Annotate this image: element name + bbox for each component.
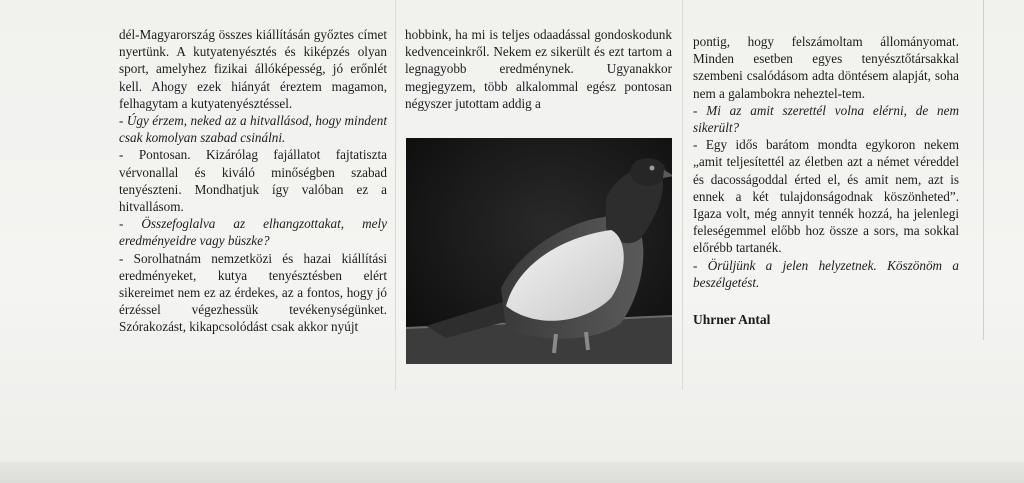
article-column-1 bbox=[119, 26, 387, 336]
page-edge bbox=[983, 0, 984, 340]
author-signature: Uhrner Antal bbox=[693, 312, 771, 328]
page-bottom-edge bbox=[0, 462, 1024, 483]
paragraph: - Sorolhatnám nemzetközi és hazai kiállítási eredményeket, kutya tenyésztésben elért sikereimet nem ez az érdekes, az a fontos, hogy jó érzéssel végezhessük tevékenységünket. Szórakozást, kikapcsolódást csak akkor nyújt bbox=[119, 250, 387, 335]
article-column-3 bbox=[693, 33, 959, 328]
paragraph: pontig, hogy felszámoltam állományomat. Minden esetben egyes tenyésztőtársakkal szembeni csalódásom adta döntésem alapját, soha nem a galambokra neheztel-tem. bbox=[693, 34, 959, 101]
paragraph: - Egy idős barátom mondta egykoron nekem „amit teljesítettél az életben azt a német véreddel és dacosságoddal érted el, és amit nem, azt is ennek a két tulajdonságodnak köszönheted”. Igaza volt, még annyit tennék hozzá, ha jelenlegi feleségemmel előbb hoz össze a sors, ma sokkal előrébb tartanék. bbox=[693, 137, 959, 256]
paragraph: dél-Magyarország összes kiállításán győztes címet nyertünk. A kutyatenyésztés és kiképzés olyan sport, amelyhez fizikai állóképesség, jó erőnlét kell. Ahogy ezek hiányát éreztem magamon, felhagytam a kutyatenyésztéssel. bbox=[119, 27, 387, 111]
column-divider bbox=[395, 0, 396, 390]
interview-question: - Úgy érzem, neked az a hitvallásod, hogy mindent csak komolyan szabad csinálni. bbox=[119, 113, 387, 146]
pigeon-photo bbox=[406, 138, 672, 364]
interview-question: - Mi az amit szerettél volna elérni, de nem sikerült? bbox=[693, 102, 959, 136]
interview-question: - Összefoglalva az elhangzottakat, mely eredményeidre vagy büszke? bbox=[119, 216, 387, 249]
column-divider bbox=[682, 0, 683, 390]
pigeon-image bbox=[406, 138, 672, 364]
paragraph: hobbink, ha mi is teljes odaadással gondoskodunk kedvenceinkről. Nekem ez sikerült és ezt tartom a legnagyobb eredménynek. Ugyanakkor megjegyzem, több alkalommal egész pontosan négyszer jutottam addig a bbox=[405, 27, 672, 111]
article-column-2 bbox=[405, 26, 672, 112]
interview-question: - Örüljünk a jelen helyzetnek. Köszönöm a beszélgetést. bbox=[693, 257, 959, 290]
paragraph: - Pontosan. Kizárólag fajállatot fajtatiszta vérvonallal és kiváló minőségben szabad tenyészteni. Mondhatjuk így valóban ez a hitvallásom. bbox=[119, 147, 387, 215]
